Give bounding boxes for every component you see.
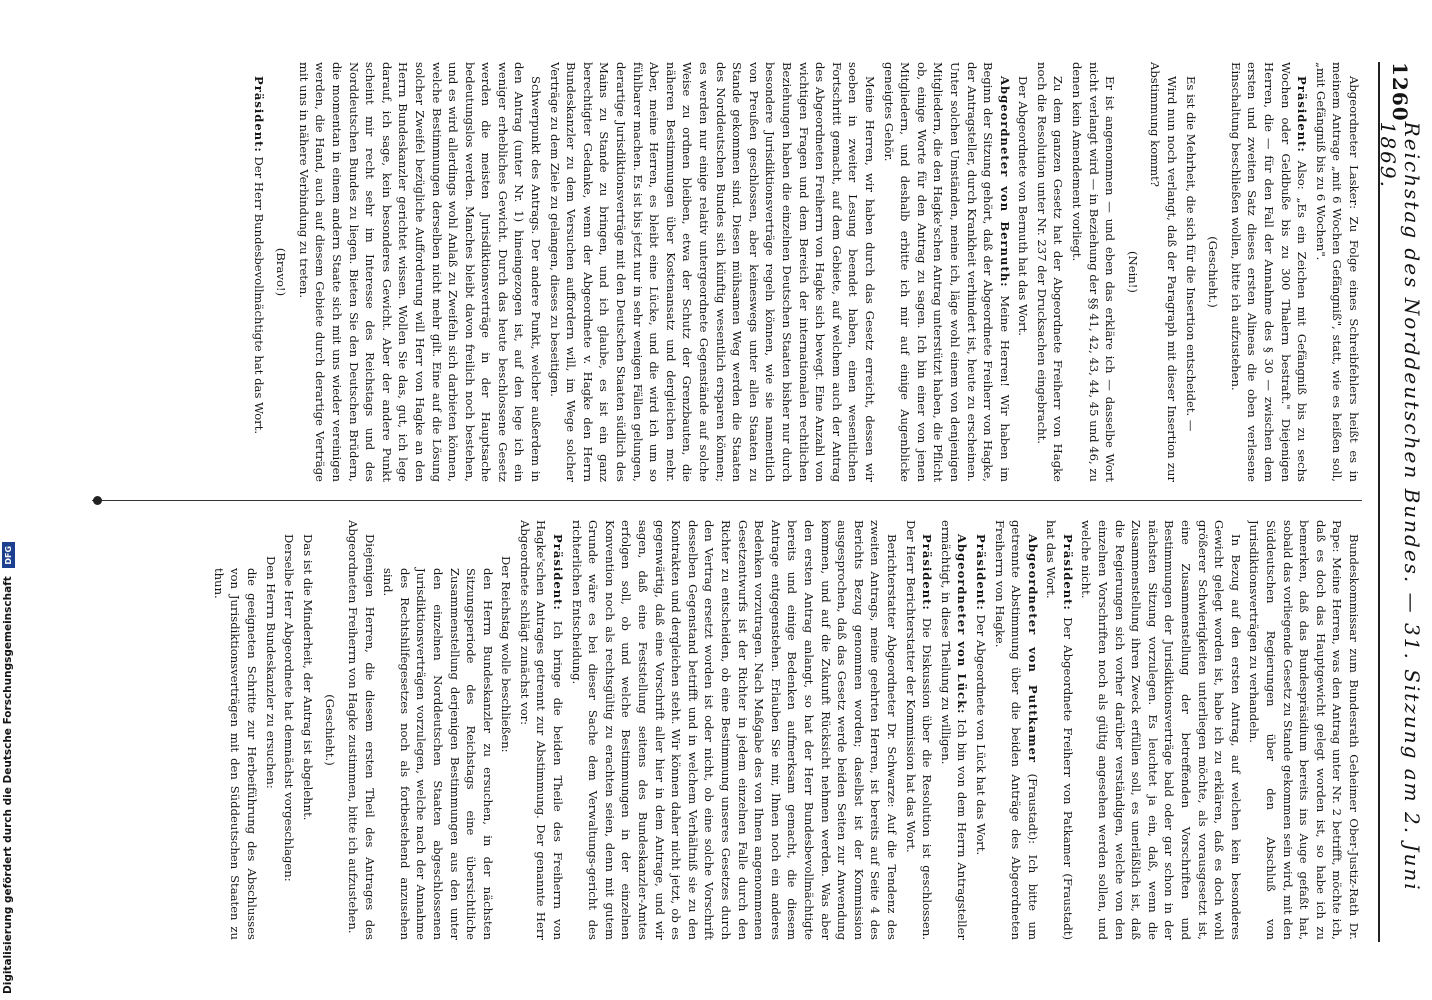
body-paragraph: Abgeordneter Lasker: Zu Folge eines Schreibfehlers heißt es in meinem Antrage „mit 6 Wochen Gefängniß", statt, wie es heißen soll, „mit Gefängniß bis zu 6 Wochen". xyxy=(1313,62,1361,482)
motion-text: den Herrn Bundeskanzler zu ersuchen, in der nächsten Sitzungsperiode des Reichstags eine übersichtliche Zusammenstellung derjenigen Bestimmungen aus den unter den einzelnen Norddeutschen Staaten abgeschlossenen Jurisdiktionsverträgen vorzulegen, welche nach der Annahme des Rechtshilfegesetzes noch als fortbestehend anzusehen sind. xyxy=(381,568,495,940)
speaker-name: Präsident: xyxy=(1295,76,1310,153)
left-text-column xyxy=(72,62,1362,482)
divider-dot xyxy=(93,496,102,505)
speech-text: Der Abgeordnete Freiherr von Patkamer (Fraustadt) hat das Wort. xyxy=(1044,520,1075,940)
body-paragraph: Der Abgeordnete von Bernuth hat das Wort. xyxy=(1016,76,1031,336)
speaker-name: Präsident: xyxy=(1060,534,1075,611)
speech-text: Der Herr Bundesbevollmächtigte hat das Wort. xyxy=(251,156,266,435)
body-paragraph: In Bezug auf den ersten Antrag, auf welchen kein besonderes Gewicht gelegt worden ist, habe ich zu erklären, daß es doch wohl größerer Schwierigkeiten unterliegen möchte, als vorausgesetzt ist, eine Zusammenstellung der betreffenden Vorschriften und Bestimmungen der Jurisdiktionsverträge bald oder gar schon in der nächsten Sitzung vorzulegen. Es leuchtet ja ein, daß, wenn die Zusammenstellung ihren Zweck erfüllen soll, es unerläßlich ist, daß die Regierungen sich vorher darüber verständigen, welche von den einzelnen Vorschriften noch als gültig angesehen werden sollen, und welche nicht. xyxy=(1079,520,1243,940)
speech-text: Ich bringe die beiden Theile des Freiherrn von Hagke'schen Antrages getrennt zur Abstimmung. Der genannte Herr Abgeordnete schlägt zunächst vor: xyxy=(517,520,566,940)
speaker-name: Präsident: xyxy=(251,76,266,153)
speech-text: Die Diskussion über die Resolution ist geschlossen. Der Herr Berichterstatter der Kommission hat das Wort. xyxy=(903,520,935,940)
body-paragraph: Schwerpunkt des Antrags. Der andere Punkt, welcher außerdem in den Antrag (unter Nr. 1) hineingezogen ist, auf den lege ich ein weniger erhebliches Gewicht. Durch das heute beschlossene Gesetz werden die meisten Jurisdiktionsverträge in der Hauptsache bedeutungslos werden. Manches bleibt davon freilich noch bestehen, und es wird allerdings wohl Anlaß zu Zweifeln sich darbieten können, welche Bestimmungen derselben nicht mehr gilt. Eine auf die Lösung solcher Zweifel bezügliche Aufforderung will Herr von Hagke an den Herrn Bundeskanzler gerichtet wissen. Wollen Sie das, gut, ich lege darauf, ich sage, kein besonderes Gewicht. Aber der andere Punkt scheint mir recht sehr im Interesse des Reichstags und des Norddeutschen Bundes zu liegen. Bieten Sie den Deutschen Brüdern, die momentan in einem andern Staate sich mit uns wieder vereinigen werden, die Hand, auch auf diesem Gebiete durch derartige Verträge mit uns in nähere Verbindung zu treten. xyxy=(296,62,544,482)
stage-direction: (Geschieht.) xyxy=(1206,236,1221,308)
speech-paragraph xyxy=(972,520,989,940)
credit-strip xyxy=(0,0,22,1000)
body-paragraph: Zu dem ganzen Gesetz hat der Abgeordnete Freiherr von Hagke noch die Resolution unter Nr. 237 der Drucksachen eingebracht. xyxy=(1034,62,1066,482)
speech-paragraph xyxy=(902,520,935,940)
speech-text: Also: „Es ein Zeichen mit Gefängniß bis zu sechs Wochen oder Geldbuße bis zu 300 Thalern bestraft." Diejenigen Herren, die — für den Fall der Annahme des § 30 — zwischen dem ersten und zweiten Satz dieses ersten Alineas die oben verlesene Einschaltung beschließen wollen, bitte ich aufzustehen. xyxy=(1228,62,1310,482)
speech-paragraph xyxy=(516,520,566,940)
speech-paragraph xyxy=(991,520,1041,940)
body-paragraph: Wird nun noch verlangt, daß der Paragraph mit dieser Insertion zur Abstimmung kommt? xyxy=(1148,62,1180,482)
speech-paragraph xyxy=(1043,520,1076,940)
motion-text: die geeigneten Schritte zur Herbeiführung des Abschlusses von Jurisdiktionsverträgen mit den Süddeutschen Staaten zu thun. xyxy=(211,568,259,940)
body-paragraph: Diejenigen Herren, die diesem ersten Theil des Antrages des Abgeordneten Freiherrn von Hagke zustimmen, bitte ich aufzustehen. xyxy=(345,520,377,940)
dfg-logo: DFG xyxy=(2,542,15,568)
page-number: 1260 xyxy=(1388,62,1412,122)
speech-text: (Fraustadt): Ich bitte um getrennte Abstimmung über die beiden Anträge des Abgeordneten Freiherrn von Hagke. xyxy=(992,520,1040,940)
speech-text: Meine Herren! Wir haben im Beginn der Sitzung gehört, daß der Abgeordnete Freiherr von Hagke, der Antragsteller, durch Krankheit verhindert ist, heute zu erscheinen. Unter solchen Umständen, meine ich, läge wohl einem von denjenigen Mitgliedern, die den Hagke'schen Antrag unterstützt haben, die Pflicht ob, einige Worte für den Antrag zu sagen. Ich bin einer von jenen Mitgliedern, und deshalb erbitte ich mir auf einige Augenblicke geneigtes Gehör. xyxy=(881,62,1012,482)
motion-line: Der Reichstag wolle beschließen: xyxy=(499,556,514,753)
right-text-column xyxy=(72,520,1362,940)
speech-paragraph xyxy=(1227,62,1310,482)
body-paragraph: Das ist die Minderheit, der Antrag ist abgelehnt. xyxy=(300,534,315,821)
speaker-name: Abgeordneter von Puttkamer xyxy=(1025,534,1040,764)
stage-direction: (Nein!) xyxy=(1125,251,1140,293)
body-paragraph: Meine Herren, wir haben durch das Gesetz erreicht, dessen wir soeben in zweiter Lesung beendet haben, einen wesentlichen Fortschritt gemacht, auf dem Gebiete, auf welchem auch der Antrag des Abgeordneten Freiherrn von Hagke sich bewegt. Eine Anzahl von wichtigen Fragen und dem Bereich der internationalen rechtlichen Beziehungen haben die einzelnen Deutschen Staaten bisher nur durch besondere Jurisdiktionsverträge regeln können, wie sie namentlich von Preußen geschlossen, aber keineswegs unter allen Staaten zu Stande gekommen sind. Diesen mühsamen Weg werden die Staaten des Norddeutschen Bundes sich künftig wesentlich ersparen können; es werden nur einige relativ untergeordnete Gegenstände auf solche Weise zu ordnen bleiben, etwa der Schutz der Grenzbauten, die näheren Bestimmungen über Kostenansatz und dergleichen mehr. Aber, meine Herren, es bleibt eine Lücke, und die wird ich um so fühlbarer machen. Es ist bis jetzt nur in sehr wenigen Fällen gelungen, derartige Jurisdiktionsverträge mit den Deutschen Staaten südlich des Mains zu Stande zu bringen, und ich glaube, es ist ein ganz berechtigter Gedanke, wenn der Abgeordnete v. Hagke den Herrn Bundeskanzler zu dem Versuchen auffordern will, im Wege solcher Verträge zu dem Ziele zu gelangen, dieses zu beseitigen. xyxy=(547,62,877,482)
speech-text: Der Abgeordnete von Lück hat das Wort. xyxy=(973,614,988,856)
stage-direction: (Geschieht.) xyxy=(323,694,338,766)
body-paragraph: Bundeskommissar zum Bundesrath Geheimer Ober-Justiz-Rath Dr. Pape: Meine Herren, was den Antrag unter Nr. 2 betrifft, möchte ich, daß es doch das Hauptgewicht gelegt worden ist, so habe ich zu bemerken, daß das Bundespräsidium bereits ins Auge gefaßt hat, sobald das vorliegende Gesetz zu Stande gekommen sein wird, mit den Süddeutschen Regierungen über den Abschluß von Jurisdiktionsverträgen zu verhandeln. xyxy=(1247,520,1361,940)
speaker-name: Abgeordneter von Bernuth: xyxy=(997,76,1012,288)
motion-line: Den Herrn Bundeskanzler zu ersuchen: xyxy=(263,556,278,789)
stage-direction: (Bravo!) xyxy=(274,247,289,297)
speaker-name: Präsident: xyxy=(551,534,566,611)
credit-text: Digitalisierung gefördert durch die Deutsche Forschungsgemeinschaft xyxy=(2,576,14,994)
speech-text: Ich bin von dem Herrn Antragsteller ermächtigt, in diese Theilung zu willigen. xyxy=(938,520,970,940)
speech-paragraph xyxy=(937,520,970,940)
speech-paragraph xyxy=(880,62,1013,482)
body-paragraph: Berichterstatter Abgeordneter Dr. Schwarze: Auf die Tendenz des zweiten Antrags, meine geehrten Herren, ist bereits auf Seite 4 des Berichts Bezug genommen worden; daselbst ist der Kommission ausgesprochen, daß das Gesetz werde beiden Seiten zur Anwendung kommen, und auf die Zukunft Rücksicht nehmen werden. Was aber den ersten Antrag anlangt, so hat der Herr Bundesbevollmächtigte bereits und einige Bedenken aufmerksam gemacht, die diesem Antrage entgegenstehen. Erlauben Sie mir, Ihnen noch ein anderes Bedenken vorzutragen. Nach Maßgabe des von Ihnen angenommenen Gesetzentwurfs ist der Richter in jedem einzelnen Falle durch den Richter zu entscheiden, ob eine Bestimmung unseres Gesetzes durch den Vertrag ersetzt worden ist oder nicht, ob eine solche Vorschrift desselben Gegenstand betrifft und in welchem Verhältniß sie zu den Kontrakten und dergleichen steht. Wir können daher nicht jetzt, ob es gegenwärtig, daß eine Vorschrift aller hier in dem Antrage, und wir sagen, daß eine Feststellung seitens des Bundeskanzler-Amtes erfolgen soll, ob und welche Bestimmungen in der einzelnen Konvention noch als rechtsgültig zu erachten seien, denn mit gutem Grunde wäre es bei dieser Sache dem Verwaltungs-gericht des richterlichen Entscheidung. xyxy=(569,520,899,940)
page-header xyxy=(1376,62,1424,942)
body-paragraph: Derselbe Herr Abgeordnete hat demnächst vorgeschlagen: xyxy=(282,534,297,882)
body-paragraph: Es ist die Mehrheit, die sich für die Insertion entscheidet. — xyxy=(1183,76,1198,432)
page-title: Reichstag des Norddeutschen Bundes. — 31. Sitzung am 2. Juni 1869. xyxy=(1376,121,1424,892)
speech-paragraph xyxy=(250,62,267,482)
speaker-name: Abgeordneter von Lück: xyxy=(955,534,970,715)
column-divider xyxy=(92,500,1362,501)
body-paragraph: Er ist angenommen — und eben das erkläre ich — dasselbe Wort nicht verlangt wird — in Beziehung der §§ 41, 42, 43, 44, 45 und 46, zu denen kein Amendement vorliegt. xyxy=(1070,62,1118,482)
speaker-name: Präsident: xyxy=(920,534,935,611)
speaker-name: Präsident: xyxy=(973,534,988,611)
